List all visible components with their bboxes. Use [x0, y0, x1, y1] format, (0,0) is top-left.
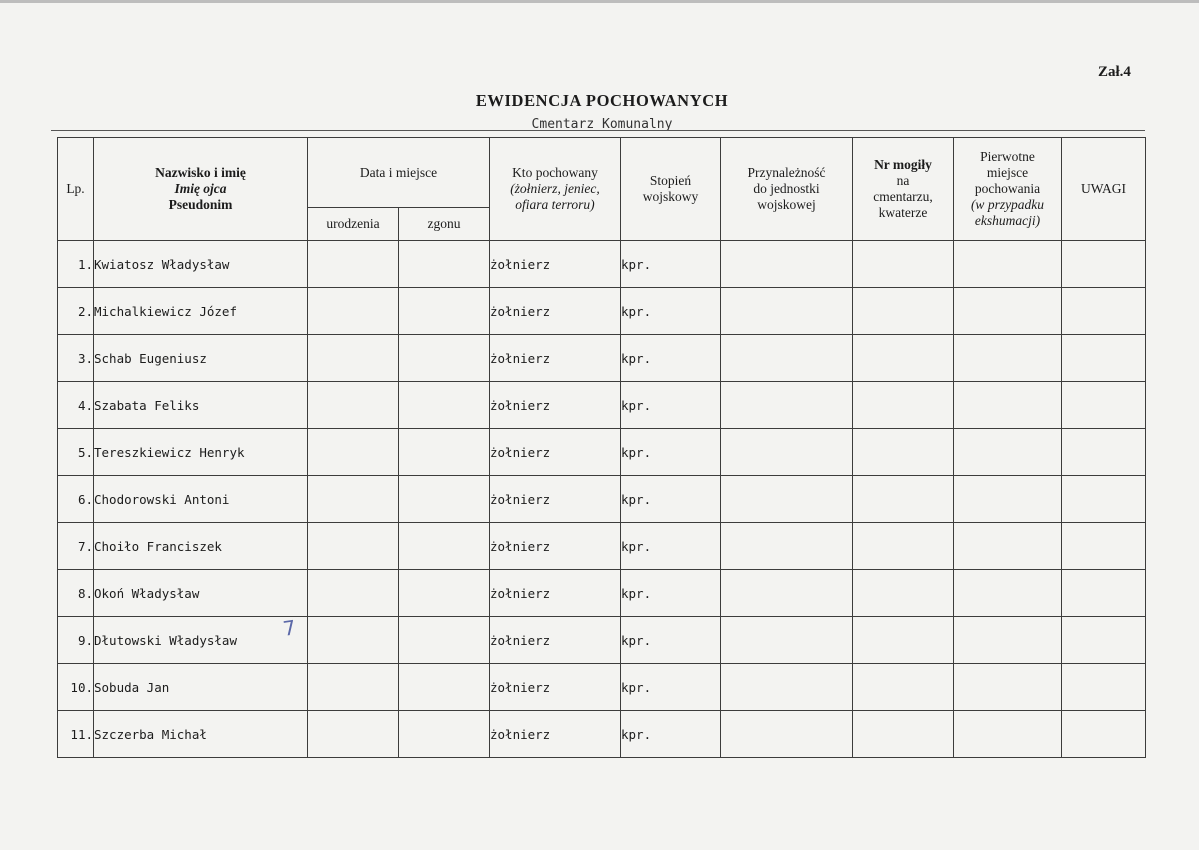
- unit-header-line2: do jednostki: [753, 181, 820, 196]
- row-grave: [853, 476, 954, 523]
- row-name: Schab Eugeniusz: [94, 335, 308, 382]
- row-death: [399, 382, 490, 429]
- row-birth: [308, 570, 399, 617]
- row-name: Tereszkiewicz Henryk: [94, 429, 308, 476]
- row-rank: kpr.: [621, 241, 721, 288]
- name-header-line1: Nazwisko i imię: [155, 165, 246, 180]
- row-who: żołnierz: [490, 664, 621, 711]
- row-original-place: [954, 429, 1062, 476]
- row-grave: [853, 570, 954, 617]
- table-row: [58, 570, 1146, 617]
- row-who: żołnierz: [490, 711, 621, 758]
- row-original-place: [954, 241, 1062, 288]
- row-lp: 8.: [58, 570, 94, 617]
- row-birth: [308, 429, 399, 476]
- register-body: [58, 241, 1146, 758]
- row-original-place: [954, 523, 1062, 570]
- row-death: [399, 523, 490, 570]
- row-original-place: [954, 335, 1062, 382]
- table-row: [58, 711, 1146, 758]
- grave-header-line3: cmentarzu,: [873, 189, 933, 204]
- row-remarks: [1062, 429, 1146, 476]
- row-remarks: [1062, 241, 1146, 288]
- row-original-place: [954, 664, 1062, 711]
- document-title: EWIDENCJA POCHOWANYCH: [475, 91, 729, 110]
- handwritten-mark: 7: [281, 615, 298, 641]
- row-grave: [853, 711, 954, 758]
- row-grave: [853, 617, 954, 664]
- row-rank: kpr.: [621, 617, 721, 664]
- row-death: [399, 664, 490, 711]
- table-row: [58, 664, 1146, 711]
- row-death: [399, 711, 490, 758]
- col-date-place-header: Data i miejsce: [308, 138, 490, 208]
- row-name: Kwiatosz Władysław: [94, 241, 308, 288]
- row-lp: 2.: [58, 288, 94, 335]
- row-rank: kpr.: [621, 570, 721, 617]
- row-unit: [721, 382, 853, 429]
- row-death: [399, 335, 490, 382]
- row-lp: 4.: [58, 382, 94, 429]
- who-header-line3: ofiara terroru): [515, 197, 595, 212]
- row-birth: [308, 335, 399, 382]
- row-death: [399, 429, 490, 476]
- row-grave: [853, 241, 954, 288]
- row-name: Sobuda Jan: [94, 664, 308, 711]
- burial-register-table: [57, 137, 1146, 758]
- name-header-line2: Imię ojca: [174, 181, 227, 196]
- table-row: [58, 335, 1146, 382]
- row-who: żołnierz: [490, 335, 621, 382]
- row-death: [399, 570, 490, 617]
- row-who: żołnierz: [490, 476, 621, 523]
- row-original-place: [954, 570, 1062, 617]
- col-rank-header: [621, 138, 721, 241]
- col-name-header: [94, 138, 308, 241]
- row-name: Chodorowski Antoni: [94, 476, 308, 523]
- row-remarks: [1062, 523, 1146, 570]
- unit-header-line3: wojskowej: [757, 197, 816, 212]
- row-remarks: [1062, 664, 1146, 711]
- row-remarks: [1062, 570, 1146, 617]
- row-remarks: [1062, 617, 1146, 664]
- row-unit: [721, 429, 853, 476]
- who-header-line1: Kto pochowany: [512, 165, 598, 180]
- grave-header-line2: na: [896, 173, 910, 188]
- row-lp: 10.: [58, 664, 94, 711]
- row-remarks: [1062, 711, 1146, 758]
- row-birth: [308, 711, 399, 758]
- row-remarks: [1062, 476, 1146, 523]
- row-original-place: [954, 288, 1062, 335]
- cemetery-name: Cmentarz Komunalny: [531, 117, 673, 132]
- frame-line: [51, 130, 1145, 131]
- col-original-place-header: [954, 138, 1062, 241]
- rank-header-line1: Stopień: [649, 173, 692, 188]
- row-birth: [308, 288, 399, 335]
- row-birth: [308, 523, 399, 570]
- row-grave: [853, 335, 954, 382]
- attachment-label: Zał.4: [1098, 64, 1131, 80]
- orig-header-line4: (w przypadku: [970, 197, 1045, 212]
- row-remarks: [1062, 288, 1146, 335]
- row-rank: kpr.: [621, 523, 721, 570]
- row-original-place: [954, 711, 1062, 758]
- row-rank: kpr.: [621, 429, 721, 476]
- row-name: Choiło Franciszek: [94, 523, 308, 570]
- who-header-line2: (żołnierz, jeniec,: [510, 181, 600, 196]
- orig-header-line1: Pierwotne: [980, 149, 1035, 164]
- unit-header-line1: Przynależność: [747, 165, 826, 180]
- row-remarks: [1062, 382, 1146, 429]
- orig-header-line3: pochowania: [974, 181, 1041, 196]
- row-unit: [721, 711, 853, 758]
- row-unit: [721, 570, 853, 617]
- row-unit: [721, 241, 853, 288]
- orig-header-line5: ekshumacji): [974, 213, 1041, 228]
- col-remarks-header: UWAGI: [1062, 138, 1146, 241]
- row-who: żołnierz: [490, 241, 621, 288]
- row-rank: kpr.: [621, 476, 721, 523]
- rank-header-line2: wojskowy: [642, 189, 699, 204]
- row-unit: [721, 288, 853, 335]
- row-death: [399, 288, 490, 335]
- row-death: [399, 241, 490, 288]
- grave-header-line1: Nr mogiły: [874, 157, 932, 172]
- col-lp-header: Lp.: [58, 138, 94, 241]
- row-unit: [721, 476, 853, 523]
- row-remarks: [1062, 335, 1146, 382]
- row-grave: [853, 288, 954, 335]
- row-unit: [721, 664, 853, 711]
- grave-header-line4: kwaterze: [878, 205, 928, 220]
- row-rank: kpr.: [621, 382, 721, 429]
- row-birth: [308, 476, 399, 523]
- table-row: [58, 523, 1146, 570]
- row-unit: [721, 523, 853, 570]
- row-lp: 1.: [58, 241, 94, 288]
- row-who: żołnierz: [490, 382, 621, 429]
- col-grave-header: [853, 138, 954, 241]
- row-birth: [308, 664, 399, 711]
- table-row: [58, 617, 1146, 664]
- row-rank: kpr.: [621, 711, 721, 758]
- row-unit: [721, 335, 853, 382]
- name-header-line3: Pseudonim: [168, 197, 233, 212]
- row-who: żołnierz: [490, 288, 621, 335]
- table-row: [58, 288, 1146, 335]
- row-rank: kpr.: [621, 288, 721, 335]
- row-death: [399, 476, 490, 523]
- row-birth: [308, 241, 399, 288]
- row-original-place: [954, 382, 1062, 429]
- table-row: [58, 241, 1146, 288]
- row-grave: [853, 523, 954, 570]
- orig-header-line2: miejsce: [986, 165, 1029, 180]
- row-lp: 9.: [58, 617, 94, 664]
- row-lp: 5.: [58, 429, 94, 476]
- row-who: żołnierz: [490, 570, 621, 617]
- row-rank: kpr.: [621, 335, 721, 382]
- row-original-place: [954, 476, 1062, 523]
- row-original-place: [954, 617, 1062, 664]
- table-row: [58, 429, 1146, 476]
- row-grave: [853, 382, 954, 429]
- row-unit: [721, 617, 853, 664]
- row-birth: [308, 382, 399, 429]
- row-lp: 3.: [58, 335, 94, 382]
- col-unit-header: [721, 138, 853, 241]
- row-name: Szabata Feliks: [94, 382, 308, 429]
- row-name: Michalkiewicz Józef: [94, 288, 308, 335]
- row-name: Szczerba Michał: [94, 711, 308, 758]
- row-grave: [853, 664, 954, 711]
- row-who: żołnierz: [490, 523, 621, 570]
- row-death: [399, 617, 490, 664]
- row-rank: kpr.: [621, 664, 721, 711]
- table-row: [58, 382, 1146, 429]
- row-lp: 11.: [58, 711, 94, 758]
- row-grave: [853, 429, 954, 476]
- col-who-header: [490, 138, 621, 241]
- row-name: Dłutowski Władysław: [94, 617, 308, 664]
- row-name: Okoń Władysław: [94, 570, 308, 617]
- page-top-edge: [0, 0, 1199, 3]
- row-who: żołnierz: [490, 617, 621, 664]
- row-lp: 6.: [58, 476, 94, 523]
- row-who: żołnierz: [490, 429, 621, 476]
- table-row: [58, 476, 1146, 523]
- col-birth-header: urodzenia: [308, 208, 399, 241]
- row-lp: 7.: [58, 523, 94, 570]
- row-birth: [308, 617, 399, 664]
- col-death-header: zgonu: [399, 208, 490, 241]
